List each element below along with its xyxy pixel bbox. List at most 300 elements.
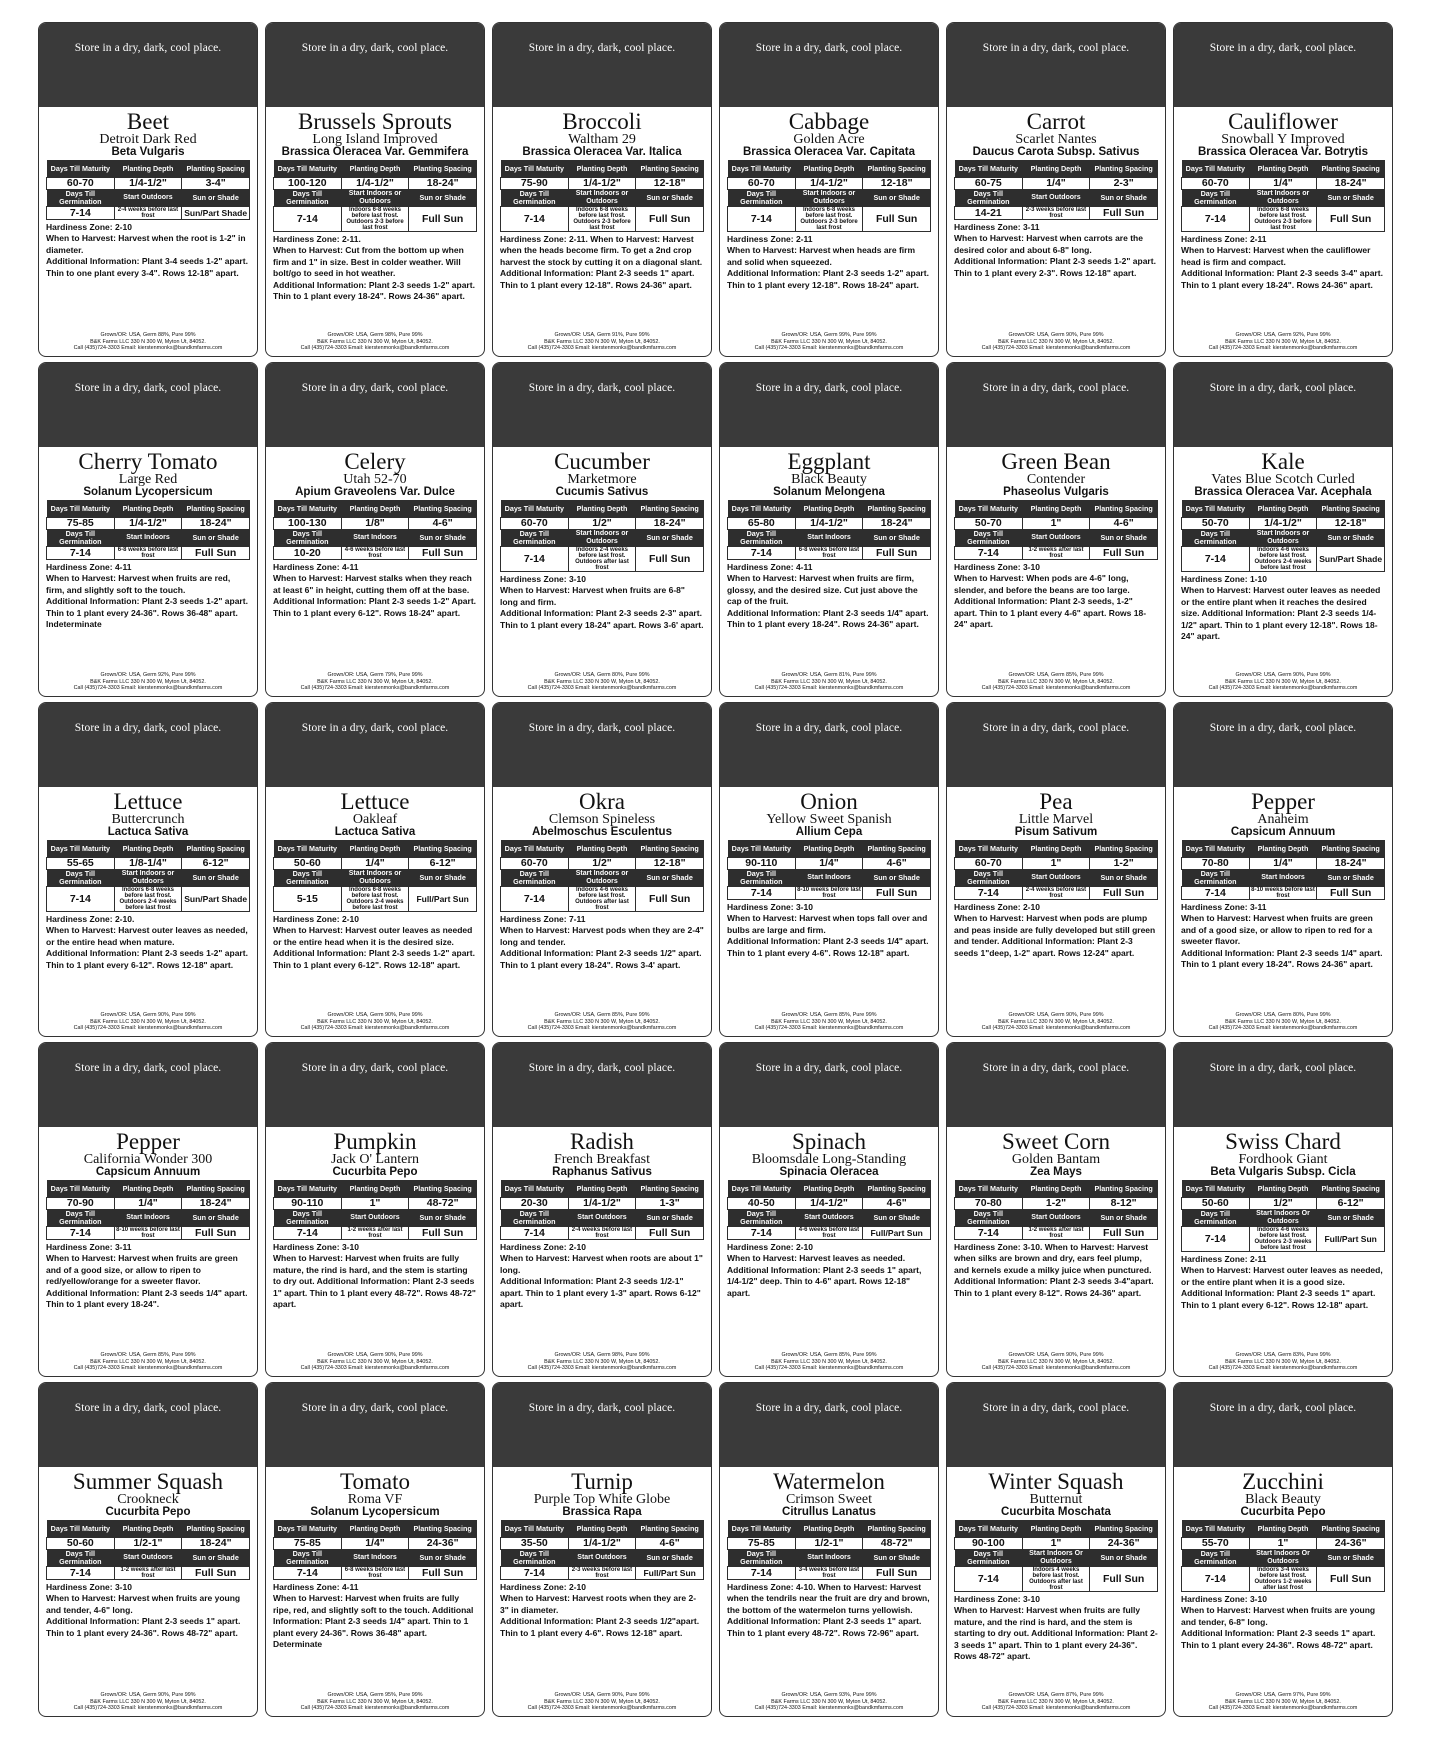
start-timing: Indoors 4 weeks before last frost. Outdoors after last frost bbox=[1022, 1566, 1090, 1591]
company-address: B&K Farms LLC 330 N 300 W, Myton Ut, 84052. bbox=[544, 678, 660, 685]
sun-requirement: Sun/Part Shade bbox=[182, 206, 250, 219]
variety-name: Little Marvel bbox=[1018, 812, 1094, 827]
storage-band bbox=[720, 703, 938, 787]
variety-name: Black Beauty bbox=[1245, 1492, 1321, 1507]
days-till-germination: 7-14 bbox=[955, 886, 1023, 899]
days-till-maturity: 70-90 bbox=[47, 1197, 115, 1209]
planting-depth: 1/4-1/2" bbox=[1249, 517, 1317, 529]
planting-table bbox=[1181, 160, 1385, 232]
crop-name: Cauliflower bbox=[1228, 109, 1338, 134]
crop-name: Eggplant bbox=[787, 449, 871, 474]
seed-packet bbox=[38, 702, 258, 1037]
latin-name: Brassica Oleracea Var. Italica bbox=[522, 146, 682, 158]
planting-table bbox=[1181, 1180, 1385, 1252]
seed-packet bbox=[719, 702, 939, 1037]
header-start-method: Start Outdoors bbox=[114, 1549, 182, 1566]
origin-germination-info: Grown/OR: USA, Germ 93%, Pure 99% bbox=[781, 1692, 877, 1699]
header-planting-depth: Planting Depth bbox=[568, 160, 636, 177]
start-timing: Indoors 6-8 weeks before last frost. Outdoors 2-3 before last frost bbox=[568, 206, 636, 231]
company-contact: Call (435)724-3303 Email: kierstenmonks@bandkmfarms.com bbox=[981, 1704, 1131, 1711]
company-address: B&K Farms LLC 330 N 300 W, Myton Ut, 84052. bbox=[1225, 1358, 1341, 1365]
header-days-till-germination: Days Till Germination bbox=[728, 1549, 796, 1566]
crop-name: Broccoli bbox=[562, 109, 642, 134]
start-timing: 3-4 weeks before last frost bbox=[795, 1566, 863, 1579]
planting-depth: 1/4" bbox=[1022, 177, 1090, 189]
crop-name: Sweet Corn bbox=[1002, 1129, 1110, 1154]
packet-footer bbox=[43, 1352, 253, 1371]
header-days-till-germination: Days Till Germination bbox=[501, 189, 569, 206]
crop-name: Summer Squash bbox=[72, 1469, 224, 1494]
start-timing: 4-6 weeks before last frost bbox=[341, 546, 409, 559]
sun-requirement: Full Sun bbox=[182, 1226, 250, 1239]
packet-footer bbox=[951, 1012, 1161, 1031]
sun-requirement: Full Sun bbox=[863, 1566, 931, 1579]
origin-germination-info: Grown/OR: USA, Germ 79%, Pure 99% bbox=[327, 672, 423, 679]
header-sun-or-shade: Sun or Shade bbox=[636, 1549, 704, 1566]
company-contact: Call (435)724-3303 Email: kierstenmonks@bandkmfarms.com bbox=[300, 1364, 450, 1371]
crop-name: Pepper bbox=[116, 1129, 180, 1154]
seed-packet bbox=[265, 1382, 485, 1717]
storage-band bbox=[1174, 1043, 1392, 1127]
crop-name: Winter Squash bbox=[988, 1469, 1124, 1494]
storage-band bbox=[1174, 1383, 1392, 1467]
company-address: B&K Farms LLC 330 N 300 W, Myton Ut, 84052. bbox=[544, 1358, 660, 1365]
variety-name: Purple Top White Globe bbox=[533, 1492, 671, 1507]
packet-footer bbox=[497, 672, 707, 691]
latin-name: Brassica Oleracea Var. Acephala bbox=[1194, 486, 1372, 498]
days-till-maturity: 20-30 bbox=[501, 1197, 569, 1209]
header-days-till-maturity: Days Till Maturity bbox=[501, 160, 569, 177]
sun-requirement: Full/Part Sun bbox=[409, 886, 477, 911]
start-timing: 8-10 weeks before last frost bbox=[116, 1226, 180, 1239]
header-start-method: Start Indoors or Outdoors bbox=[568, 189, 636, 206]
planting-depth: 1/2" bbox=[1249, 1197, 1317, 1209]
storage-band bbox=[266, 363, 484, 447]
start-timing: Indoors 4-6 weeks before last frost. Outdoors after last frost bbox=[568, 886, 636, 911]
storage-band bbox=[493, 1043, 711, 1127]
days-till-maturity: 70-80 bbox=[955, 1197, 1023, 1209]
growing-details: Hardiness Zone: 3-10 When to Harvest: Harvest when fruits are 6-8" long and firm. Additional Information: Plant 2-3 seeds 2-3" apart. Thin to 1 plant every 18-24" apart. Rows 3-6' apart. bbox=[500, 573, 704, 630]
days-till-maturity: 60-70 bbox=[1182, 177, 1250, 189]
packet-footer bbox=[270, 1692, 480, 1711]
planting-spacing: 48-72" bbox=[863, 1537, 931, 1549]
packet-footer bbox=[270, 332, 480, 351]
storage-band bbox=[947, 363, 1165, 447]
growing-details: Hardiness Zone: 3-10 When to Harvest: Harvest when fruits are fully mature, and the rind is hard, and the stem is starting to dry out. Additional Information: Plant 2-3 seeds 1" apart. Thin to 1 plant every 24-36". Rows 48-72" apart. bbox=[954, 1593, 1158, 1662]
header-days-till-germination: Days Till Germination bbox=[1182, 189, 1250, 206]
latin-name: Lactuca Sativa bbox=[107, 826, 189, 838]
storage-band bbox=[720, 1383, 938, 1467]
company-address: B&K Farms LLC 330 N 300 W, Myton Ut, 84052. bbox=[1225, 338, 1341, 345]
latin-name: Cucurbita Pepo bbox=[105, 1506, 191, 1518]
packet-footer bbox=[951, 672, 1161, 691]
growing-details: Hardiness Zone: 2-10 When to Harvest: Harvest when the root is 1-2" in diameter. Additional Information: Plant 3-4 seeds 1-2" apart. Thin to one plant every 3-4". Rows 12-18" apart. bbox=[46, 221, 248, 278]
days-till-maturity: 90-100 bbox=[955, 1537, 1023, 1549]
planting-spacing: 1-3" bbox=[636, 1197, 704, 1209]
company-contact: Call (435)724-3303 Email: kierstenmonks@bandkmfarms.com bbox=[73, 1024, 223, 1031]
origin-germination-info: Grown/OR: USA, Germ 85%, Pure 99% bbox=[100, 1352, 196, 1359]
planting-table bbox=[46, 1520, 250, 1580]
sun-requirement: Full Sun bbox=[636, 886, 704, 911]
days-till-germination: 7-14 bbox=[728, 1226, 796, 1239]
latin-name: Cucurbita Pepo bbox=[332, 1166, 418, 1178]
header-planting-depth: Planting Depth bbox=[795, 840, 863, 857]
header-planting-depth: Planting Depth bbox=[568, 840, 636, 857]
header-days-till-germination: Days Till Germination bbox=[955, 869, 1023, 886]
planting-table bbox=[500, 160, 704, 232]
header-planting-spacing: Planting Spacing bbox=[182, 500, 250, 517]
company-address: B&K Farms LLC 330 N 300 W, Myton Ut, 84052. bbox=[90, 338, 206, 345]
crop-name: Onion bbox=[800, 789, 858, 814]
origin-germination-info: Grown/OR: USA, Germ 90%, Pure 99% bbox=[100, 1692, 196, 1699]
planting-depth: 1/4" bbox=[114, 1197, 182, 1209]
header-sun-or-shade: Sun or Shade bbox=[863, 1209, 931, 1226]
growing-details: Hardiness Zone: 2-10 When to Harvest: Harvest leaves as needed. Additional Information: Plant 2-3 seeds 1" apart, 1/4-1/2" deep. Thin to 4-6" apart. Rows 12-18" apart. bbox=[727, 1241, 922, 1298]
header-days-till-maturity: Days Till Maturity bbox=[728, 1180, 796, 1197]
header-days-till-germination: Days Till Germination bbox=[47, 1209, 115, 1226]
company-address: B&K Farms LLC 330 N 300 W, Myton Ut, 84052. bbox=[998, 678, 1114, 685]
company-address: B&K Farms LLC 330 N 300 W, Myton Ut, 84052. bbox=[544, 338, 660, 345]
header-sun-or-shade: Sun or Shade bbox=[863, 1549, 931, 1566]
seed-packet bbox=[265, 22, 485, 357]
header-days-till-germination: Days Till Germination bbox=[501, 869, 569, 886]
growing-details: Hardiness Zone: 7-11 When to Harvest: Harvest pods when they are 2-4" long and tender. Additional Information: Plant 2-3 seeds 1/2" apart. Thin to 1 plant every 18-24". Rows 3-4' apart. bbox=[500, 913, 704, 970]
company-contact: Call (435)724-3303 Email: kierstenmonks@bandkmfarms.com bbox=[300, 1024, 450, 1031]
header-days-till-maturity: Days Till Maturity bbox=[501, 840, 569, 857]
planting-table bbox=[727, 1180, 931, 1240]
growing-details: Hardiness Zone: 3-10 When to Harvest: Harvest when tops fall over and bulbs are large and firm. Additional Information: Plant 2-3 seeds 1/4" apart. Thin to 1 plant every 4-6". Rows 12-18" apart. bbox=[727, 901, 929, 958]
header-days-till-germination: Days Till Germination bbox=[501, 529, 569, 546]
variety-name: Waltham 29 bbox=[568, 132, 636, 147]
seed-packet bbox=[719, 1382, 939, 1717]
planting-depth: 1/4-1/2" bbox=[114, 177, 182, 189]
header-start-method: Start Indoors or Outdoors bbox=[568, 869, 636, 886]
days-till-maturity: 75-85 bbox=[47, 517, 115, 529]
header-start-method: Start Outdoors bbox=[568, 1209, 636, 1226]
crop-name: Cucumber bbox=[554, 449, 650, 474]
planting-depth: 1" bbox=[1022, 857, 1090, 869]
latin-name: Brassica Oleracea Var. Capitata bbox=[743, 146, 915, 158]
storage-note: Store in a dry, dark, cool place. bbox=[1209, 1402, 1357, 1414]
company-address: B&K Farms LLC 330 N 300 W, Myton Ut, 84052. bbox=[317, 338, 433, 345]
planting-depth: 1/4-1/2" bbox=[114, 517, 182, 529]
company-contact: Call (435)724-3303 Email: kierstenmonks@bandkmfarms.com bbox=[1208, 1024, 1358, 1031]
origin-germination-info: Grown/OR: USA, Germ 90%, Pure 99% bbox=[554, 1692, 650, 1699]
latin-name: Solanum Lycopersicum bbox=[83, 486, 213, 498]
header-start-method: Start Outdoors bbox=[1022, 1209, 1090, 1226]
planting-depth: 1/8" bbox=[341, 517, 409, 529]
header-planting-spacing: Planting Spacing bbox=[1317, 1520, 1385, 1537]
latin-name: Capsicum Annuum bbox=[95, 1166, 201, 1178]
seed-packet-sheet bbox=[38, 22, 1393, 1717]
header-days-till-maturity: Days Till Maturity bbox=[1182, 500, 1250, 517]
company-address: B&K Farms LLC 330 N 300 W, Myton Ut, 84052. bbox=[90, 678, 206, 685]
latin-name: Allium Cepa bbox=[795, 826, 863, 838]
company-contact: Call (435)724-3303 Email: kierstenmonks@bandkmfarms.com bbox=[527, 1364, 677, 1371]
planting-spacing: 48-72" bbox=[409, 1197, 477, 1209]
crop-name: Beet bbox=[126, 109, 170, 134]
growing-details: Hardiness Zone: 2-10 When to Harvest: Harvest roots when they are 2-3" in diameter. Additional Information: Plant 2-3 seeds 1/2"apart. Thin to 1 plant every 4-6". Rows 12-18" apart. bbox=[500, 1581, 700, 1638]
planting-table bbox=[500, 500, 704, 572]
header-planting-spacing: Planting Spacing bbox=[409, 1520, 477, 1537]
growing-details: Hardiness Zone: 2-11. When to Harvest: Cut from the bottom up when firm and 1" in size. Best in colder weather. Will bolt/go to seed in hot weather. Additional Information: Plant 2-3 seeds 1-2" apart. Thin to 1 plant every 18-24". Rows 24-36" apart. bbox=[273, 233, 475, 302]
packet-footer bbox=[951, 1692, 1161, 1711]
header-sun-or-shade: Sun or Shade bbox=[1317, 189, 1385, 206]
crop-name: Radish bbox=[570, 1129, 634, 1154]
company-address: B&K Farms LLC 330 N 300 W, Myton Ut, 84052. bbox=[90, 1018, 206, 1025]
header-planting-depth: Planting Depth bbox=[795, 160, 863, 177]
packet-footer bbox=[1178, 1692, 1388, 1711]
storage-band bbox=[39, 23, 257, 107]
header-planting-depth: Planting Depth bbox=[114, 1520, 182, 1537]
header-start-method: Start Indoors or Outdoors bbox=[568, 529, 636, 546]
header-days-till-maturity: Days Till Maturity bbox=[274, 500, 342, 517]
planting-depth: 1/4" bbox=[1249, 857, 1317, 869]
origin-germination-info: Grown/OR: USA, Germ 88%, Pure 99% bbox=[100, 332, 196, 339]
planting-table bbox=[273, 840, 477, 912]
header-days-till-maturity: Days Till Maturity bbox=[47, 840, 115, 857]
company-contact: Call (435)724-3303 Email: kierstenmonks@bandkmfarms.com bbox=[73, 684, 223, 691]
growing-details: Hardiness Zone: 2-11. When to Harvest: Harvest when the heads become firm. To get a 2nd crop harvest the stock by cutting it on a diagonal slant. Additional Information: Plant 2-3 seeds 1" apart. Thin to 1 plant every 12-18". Rows 24-36" apart. bbox=[500, 233, 703, 290]
sun-requirement: Full Sun bbox=[1090, 546, 1158, 559]
origin-germination-info: Grown/OR: USA, Germ 85%, Pure 99% bbox=[1008, 672, 1104, 679]
planting-spacing: 2-3" bbox=[1090, 177, 1158, 189]
days-till-maturity: 100-120 bbox=[274, 177, 342, 189]
days-till-germination: 5-15 bbox=[274, 886, 342, 911]
growing-details: Hardiness Zone: 3-11 When to Harvest: Harvest when fruits are green and of a good size, or allow to ripen to red for a sweeter flavor. Additional Information: Plant 2-3 seeds 1/4" apart. Thin to 1 plant every 18-24". Rows 24-36" apart. bbox=[1181, 901, 1383, 970]
origin-germination-info: Grown/OR: USA, Germ 98%, Pure 99% bbox=[327, 332, 423, 339]
company-contact: Call (435)724-3303 Email: kierstenmonks@bandkmfarms.com bbox=[754, 684, 904, 691]
origin-germination-info: Grown/OR: USA, Germ 90%, Pure 99% bbox=[327, 1012, 423, 1019]
header-start-method: Start Indoors bbox=[1249, 869, 1317, 886]
planting-table bbox=[500, 1520, 704, 1580]
start-timing: Indoors 6-8 weeks before last frost. Outdoors 2-3 before last frost bbox=[795, 206, 863, 231]
planting-depth: 1/4-1/2" bbox=[568, 1197, 636, 1209]
company-address: B&K Farms LLC 330 N 300 W, Myton Ut, 84052. bbox=[1225, 1018, 1341, 1025]
growing-details: Hardiness Zone: 2-10. When to Harvest: Harvest outer leaves as needed, or the entire head when mature. Additional Information: Plant 2-3 seeds 1-2" apart. Thin to 1 plant every 6-12". Rows 12-18" apart. bbox=[46, 913, 248, 970]
variety-name: Black Beauty bbox=[791, 472, 867, 487]
days-till-maturity: 55-65 bbox=[47, 857, 115, 869]
header-planting-depth: Planting Depth bbox=[114, 840, 182, 857]
origin-germination-info: Grown/OR: USA, Germ 90%, Pure 99% bbox=[1235, 672, 1331, 679]
header-days-till-maturity: Days Till Maturity bbox=[47, 1520, 115, 1537]
packet-footer bbox=[951, 1352, 1161, 1371]
packet-footer bbox=[497, 1352, 707, 1371]
header-planting-depth: Planting Depth bbox=[795, 1180, 863, 1197]
company-contact: Call (435)724-3303 Email: kierstenmonks@bandkmfarms.com bbox=[73, 1704, 223, 1711]
storage-band bbox=[1174, 363, 1392, 447]
planting-depth: 1/4-1/2" bbox=[795, 517, 863, 529]
days-till-maturity: 65-80 bbox=[728, 517, 796, 529]
seed-packet bbox=[719, 362, 939, 697]
variety-name: California Wonder 300 bbox=[83, 1152, 213, 1167]
latin-name: Cucurbita Pepo bbox=[1240, 1506, 1326, 1518]
origin-germination-info: Grown/OR: USA, Germ 98%, Pure 99% bbox=[554, 1352, 650, 1359]
header-start-method: Start Outdoors bbox=[341, 1209, 409, 1226]
storage-band bbox=[266, 23, 484, 107]
header-days-till-maturity: Days Till Maturity bbox=[955, 160, 1023, 177]
sun-requirement: Full Sun bbox=[1090, 1566, 1158, 1591]
company-address: B&K Farms LLC 330 N 300 W, Myton Ut, 84052. bbox=[317, 1018, 433, 1025]
packet-footer bbox=[724, 332, 934, 351]
crop-name: Celery bbox=[344, 449, 406, 474]
planting-spacing: 6-12" bbox=[1317, 1197, 1385, 1209]
planting-table bbox=[273, 1180, 477, 1240]
start-timing: Indoors 6-8 weeks before last frost. Outdoors 2-4 weeks before last frost bbox=[341, 886, 409, 911]
header-days-till-germination: Days Till Germination bbox=[955, 1549, 1023, 1566]
planting-spacing: 18-24" bbox=[409, 177, 477, 189]
planting-table bbox=[500, 1180, 704, 1240]
variety-name: Yellow Sweet Spanish bbox=[766, 812, 892, 827]
packet-footer bbox=[497, 1012, 707, 1031]
header-sun-or-shade: Sun or Shade bbox=[863, 529, 931, 546]
packet-footer bbox=[1178, 1012, 1388, 1031]
header-days-till-maturity: Days Till Maturity bbox=[1182, 160, 1250, 177]
planting-spacing: 12-18" bbox=[863, 177, 931, 189]
variety-name: Golden Bantam bbox=[1011, 1152, 1101, 1167]
planting-depth: 1/2-1" bbox=[795, 1537, 863, 1549]
days-till-maturity: 60-70 bbox=[728, 177, 796, 189]
header-days-till-germination: Days Till Germination bbox=[728, 529, 796, 546]
variety-name: French Breakfast bbox=[553, 1152, 651, 1167]
storage-band bbox=[947, 23, 1165, 107]
header-planting-depth: Planting Depth bbox=[568, 1180, 636, 1197]
days-till-germination: 7-14 bbox=[501, 546, 569, 571]
days-till-maturity: 100-130 bbox=[274, 517, 342, 529]
growing-details: Hardiness Zone: 4-11 When to Harvest: Harvest when fruits are fully ripe, red, and slightly soft to the touch. Additional Information: Plant 2-3 seeds 1/4" apart. Thin to 1 plant every 24-36". Rows 36-48" apart. Determinate bbox=[273, 1581, 474, 1650]
header-days-till-germination: Days Till Germination bbox=[728, 869, 796, 886]
header-planting-spacing: Planting Spacing bbox=[182, 840, 250, 857]
header-planting-spacing: Planting Spacing bbox=[1090, 1520, 1158, 1537]
planting-spacing: 12-18" bbox=[636, 857, 704, 869]
days-till-maturity: 90-110 bbox=[274, 1197, 342, 1209]
days-till-maturity: 40-50 bbox=[728, 1197, 796, 1209]
crop-name: Turnip bbox=[571, 1469, 633, 1494]
crop-name: Pepper bbox=[1251, 789, 1315, 814]
header-days-till-maturity: Days Till Maturity bbox=[728, 160, 796, 177]
crop-name: Brussels Sprouts bbox=[298, 109, 452, 134]
growing-details: Hardiness Zone: 2-11 When to Harvest: Harvest when the cauliflower head is firm and compact. Additional Information: Plant 2-3 seeds 3-4" apart. Thin to 1 plant every 18-24". Rows 24-36" apart. bbox=[1181, 233, 1383, 290]
planting-depth: 1/4" bbox=[1249, 177, 1317, 189]
header-start-method: Start Indoors bbox=[341, 529, 409, 546]
origin-germination-info: Grown/OR: USA, Germ 80%, Pure 99% bbox=[1235, 1012, 1331, 1019]
latin-name: Solanum Lycopersicum bbox=[310, 1506, 440, 1518]
growing-details: Hardiness Zone: 2-11 When to Harvest: Harvest outer leaves as needed, or the entire plant when it is a good size. Additional Information: Plant 2-3 seeds 1" apart. Thin to 1 plant every 6-12". Rows 12-18" apart. bbox=[1181, 1253, 1383, 1310]
variety-name: Snowball Y Improved bbox=[1221, 132, 1345, 147]
company-address: B&K Farms LLC 330 N 300 W, Myton Ut, 84052. bbox=[90, 1358, 206, 1365]
latin-name: Beta Vulgaris bbox=[111, 146, 185, 158]
growing-details: Hardiness Zone: 4-11 When to Harvest: Harvest when fruits are red, firm, and slightly soft to the touch. Additional Information: Plant 2-3 seeds 1-2" apart. Thin to 1 plant every 24-36". Rows 36-48" apart. Indeterminate bbox=[46, 561, 248, 630]
header-planting-depth: Planting Depth bbox=[568, 1520, 636, 1537]
header-days-till-maturity: Days Till Maturity bbox=[955, 840, 1023, 857]
seed-packet bbox=[719, 22, 939, 357]
company-contact: Call (435)724-3303 Email: kierstenmonks@bandkmfarms.com bbox=[527, 344, 677, 351]
header-days-till-maturity: Days Till Maturity bbox=[274, 1520, 342, 1537]
planting-table bbox=[954, 840, 1158, 900]
seed-packet bbox=[946, 362, 1166, 697]
origin-germination-info: Grown/OR: USA, Germ 80%, Pure 99% bbox=[554, 672, 650, 679]
header-sun-or-shade: Sun or Shade bbox=[409, 1209, 477, 1226]
storage-note: Store in a dry, dark, cool place. bbox=[301, 722, 449, 734]
variety-name: Golden Acre bbox=[793, 132, 865, 147]
variety-name: Utah 52-70 bbox=[343, 472, 407, 487]
header-planting-spacing: Planting Spacing bbox=[1090, 840, 1158, 857]
days-till-germination: 7-14 bbox=[47, 886, 115, 911]
sun-requirement: Full Sun bbox=[863, 886, 931, 899]
crop-name: Spinach bbox=[791, 1129, 867, 1154]
header-days-till-germination: Days Till Germination bbox=[728, 189, 796, 206]
header-start-method: Start Outdoors bbox=[1022, 529, 1090, 546]
header-planting-spacing: Planting Spacing bbox=[409, 160, 477, 177]
seed-packet bbox=[265, 1042, 485, 1377]
origin-germination-info: Grown/OR: USA, Germ 97%, Pure 99% bbox=[1235, 1692, 1331, 1699]
latin-name: Spinacia Oleracea bbox=[779, 1166, 879, 1178]
company-contact: Call (435)724-3303 Email: kierstenmonks@bandkmfarms.com bbox=[754, 1704, 904, 1711]
packet-footer bbox=[43, 672, 253, 691]
sun-requirement: Full Sun bbox=[636, 206, 704, 231]
days-till-maturity: 60-70 bbox=[501, 517, 569, 529]
crop-name: Swiss Chard bbox=[1225, 1129, 1341, 1154]
variety-name: Fordhook Giant bbox=[1238, 1152, 1328, 1167]
header-days-till-germination: Days Till Germination bbox=[955, 189, 1023, 206]
header-start-method: Start Indoors bbox=[795, 529, 863, 546]
growing-details: Hardiness Zone: 2-10 When to Harvest: Harvest when pods are plump and peas inside are fully developed but still green and tender. Additional Information: Plant 2-3 seeds 1"deep, 1-2" apart. Rows 12-24" apart. bbox=[954, 901, 1156, 958]
company-contact: Call (435)724-3303 Email: kierstenmonks@bandkmfarms.com bbox=[754, 1024, 904, 1031]
header-days-till-germination: Days Till Germination bbox=[47, 1549, 115, 1566]
variety-name: Large Red bbox=[118, 472, 178, 487]
planting-spacing: 18-24" bbox=[863, 517, 931, 529]
seed-packet bbox=[265, 362, 485, 697]
origin-germination-info: Grown/OR: USA, Germ 83%, Pure 99% bbox=[1235, 1352, 1331, 1359]
header-start-method: Start Indoors Or Outdoors bbox=[1249, 1209, 1317, 1226]
header-planting-spacing: Planting Spacing bbox=[636, 1520, 704, 1537]
variety-name: Anaheim bbox=[1257, 812, 1309, 827]
header-planting-depth: Planting Depth bbox=[1022, 1180, 1090, 1197]
header-planting-depth: Planting Depth bbox=[568, 500, 636, 517]
header-planting-depth: Planting Depth bbox=[1249, 160, 1317, 177]
sun-requirement: Full/Part Sun bbox=[636, 1566, 704, 1579]
header-sun-or-shade: Sun or Shade bbox=[409, 1549, 477, 1566]
planting-spacing: 12-18" bbox=[636, 177, 704, 189]
latin-name: Capsicum Annuum bbox=[1230, 826, 1336, 838]
header-sun-or-shade: Sun or Shade bbox=[636, 869, 704, 886]
header-planting-depth: Planting Depth bbox=[1022, 1520, 1090, 1537]
storage-band bbox=[720, 1043, 938, 1127]
storage-note: Store in a dry, dark, cool place. bbox=[74, 1402, 222, 1414]
storage-band bbox=[720, 363, 938, 447]
start-timing: Indoors 4-6 weeks before last frost. Outdoors 2-3 weeks before last frost bbox=[1249, 1226, 1317, 1251]
growing-details: Hardiness Zone: 3-10 When to Harvest: Harvest when fruits are young and tender, 4-6" long. Additional Information: Plant 2-3 seeds 1" apart. Thin to 1 plant every 24-36". Rows 48-72" apart. bbox=[46, 1581, 241, 1638]
days-till-maturity: 75-85 bbox=[274, 1537, 342, 1549]
sun-requirement: Sun/Part Shade bbox=[1317, 546, 1385, 571]
planting-spacing: 24-36" bbox=[1090, 1537, 1158, 1549]
storage-note: Store in a dry, dark, cool place. bbox=[74, 722, 222, 734]
storage-note: Store in a dry, dark, cool place. bbox=[1209, 1062, 1357, 1074]
seed-packet bbox=[946, 702, 1166, 1037]
days-till-germination: 7-14 bbox=[47, 206, 115, 219]
header-start-method: Start Outdoors bbox=[114, 189, 182, 206]
header-days-till-germination: Days Till Germination bbox=[47, 189, 115, 206]
storage-band bbox=[493, 703, 711, 787]
header-days-till-maturity: Days Till Maturity bbox=[1182, 1180, 1250, 1197]
storage-band bbox=[39, 703, 257, 787]
latin-name: Cucurbita Moschata bbox=[1001, 1506, 1111, 1518]
origin-germination-info: Grown/OR: USA, Germ 90%, Pure 99% bbox=[100, 1012, 196, 1019]
header-planting-spacing: Planting Spacing bbox=[636, 840, 704, 857]
header-days-till-maturity: Days Till Maturity bbox=[1182, 840, 1250, 857]
storage-note: Store in a dry, dark, cool place. bbox=[301, 382, 449, 394]
days-till-maturity: 50-60 bbox=[1182, 1197, 1250, 1209]
